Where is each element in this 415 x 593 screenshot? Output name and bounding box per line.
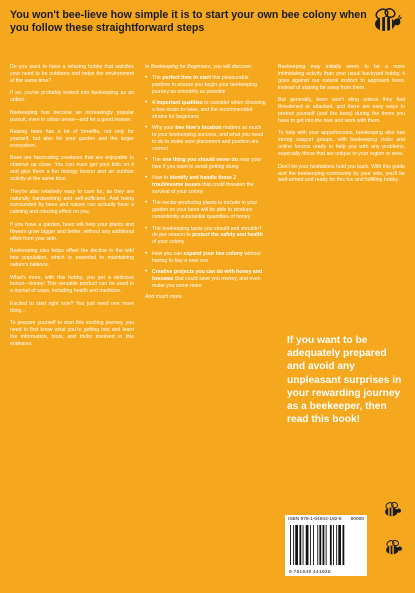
list-item: • Why your bee hive's location matters so much to your beekeeping success, and what you need to do to make sure placement and position are correct [145,125,266,153]
list-item: • How you can expand your bee colony without having to buy a new one [145,251,266,265]
barcode-bars [289,525,363,565]
headline: You won't bee-lieve how simple it is to start your own bee colony when you follow these straightforward steps [10,9,367,34]
list-item: • Creative projects you can do with honey and beeswax that could save you money, and even make you some more [145,269,266,290]
paragraph: What's more, with this hobby, you get a delicious bonus—honey! This versatile product can be used in a myriad of ways, including health and medicine. [10,274,134,295]
intro-pre: In [145,64,151,70]
intro-column [10,64,134,353]
paragraph: Bees are fascinating creatures that are enjoyable to observe up close. You can even get your kids on it and give them a fun biology lesson and an outdoor activity at the same time. [10,155,134,183]
list-item: • 4 important qualities to consider when choosing a bee strain to raise, and the recommended strains for beginners [145,100,266,121]
bee-icon [382,500,402,520]
list-item: • How to identify and handle these 2 troublesome issues that could threaten the survival of your colony [145,175,266,196]
paragraph: If you have a garden, bees will help your plants and flowers grow bigger and better, without any additional effort from your side. [10,221,134,242]
paragraph: Don't let your hesitations hold you back. With this guide and the beekeeping community by your side, you'll be well-armed and ready for this fun and fulfilling hobby. [278,163,406,184]
paragraph: Do you want to have a relaxing hobby that satisfies your need to be outdoors and helps the environment at the same time? [10,64,134,84]
book-title: Beekeeping for Beginners [150,64,211,70]
paragraph: If so, you've probably looked into beekeeping as an option. [10,90,134,104]
bullet-list [145,75,266,290]
list-item: • The beekeeping tasks you should and shouldn't do per season to protect the safety and health of your colony [145,226,266,247]
and-much-more: And much more. [145,293,184,300]
bee-icon [370,6,402,36]
reassurance-column [278,64,405,190]
barcode-number: 9 781649 441928 [289,570,331,575]
paragraph: But generally, bees won't sting unless they feel threatened or attacked, and there are easy ways to protect yourself (and the bees) during the times you have to get into the hive and work with them. [278,97,405,124]
isbn: ISBN 978-1-64944-192-8 [288,517,342,522]
paragraph: To help with your apprehension, beekeeping also has strong support groups, with beekeeping clubs and online forums ready to help you with any problems, especially those that are unique to your region or area. [278,130,405,158]
paragraph: Beekeeping has become an increasingly popular pursuit, even in urban areas—and for a good reason. [10,109,134,123]
bullet-intro [145,64,266,71]
bullet-column [145,64,266,306]
intro-post: , you will discover: [210,64,253,70]
call-to-action: If you want to be adequately prepared and avoid any unpleasant surprises in your rewarding journey as a beekeeper, then read this book! [287,335,402,426]
paragraph: They're also relatively easy to care for, as they are naturally hardworking and self-sufficient. And being surrounded by bees and nature can actually have a calming and relaxing effect on you. [10,188,134,216]
price-code: 90000 [350,517,364,522]
paragraph: Beekeeping also helps offset the decline in the wild bee population, which is essential to maintaining nature's balance. [10,248,134,268]
bee-icon [383,538,403,558]
paragraph: Excited to start right now? You just need one more thing… [10,300,134,314]
isbn-line [285,515,367,523]
list-item: • The one thing you should never do near your hive if you want to avoid getting stung [145,157,266,171]
list-item: • The nectar-producing plants to include in your garden so your bees will be able to produce consistently substantial quantities of honey [145,200,266,221]
list-item: • The perfect time to start this pleasurable pastime to ensure you begin your beekeeping journey as smoothly as possible [145,75,266,96]
barcode [285,515,367,576]
paragraph: Beekeeping may initially seem to be a more intimidating activity than your usual backyard hobby, it goes against our natural instinct to approach bees, instead of staying far away from them. [278,64,405,91]
paragraph: Raising bees has a lot of benefits, not only for yourself, but also for your garden and the larger ecosystem. [10,129,134,149]
paragraph: To prepare yourself to start this exciting journey, you need to first know what you're getting into and learn the information, tools, and tricks involved in this endeavor. [10,320,134,347]
